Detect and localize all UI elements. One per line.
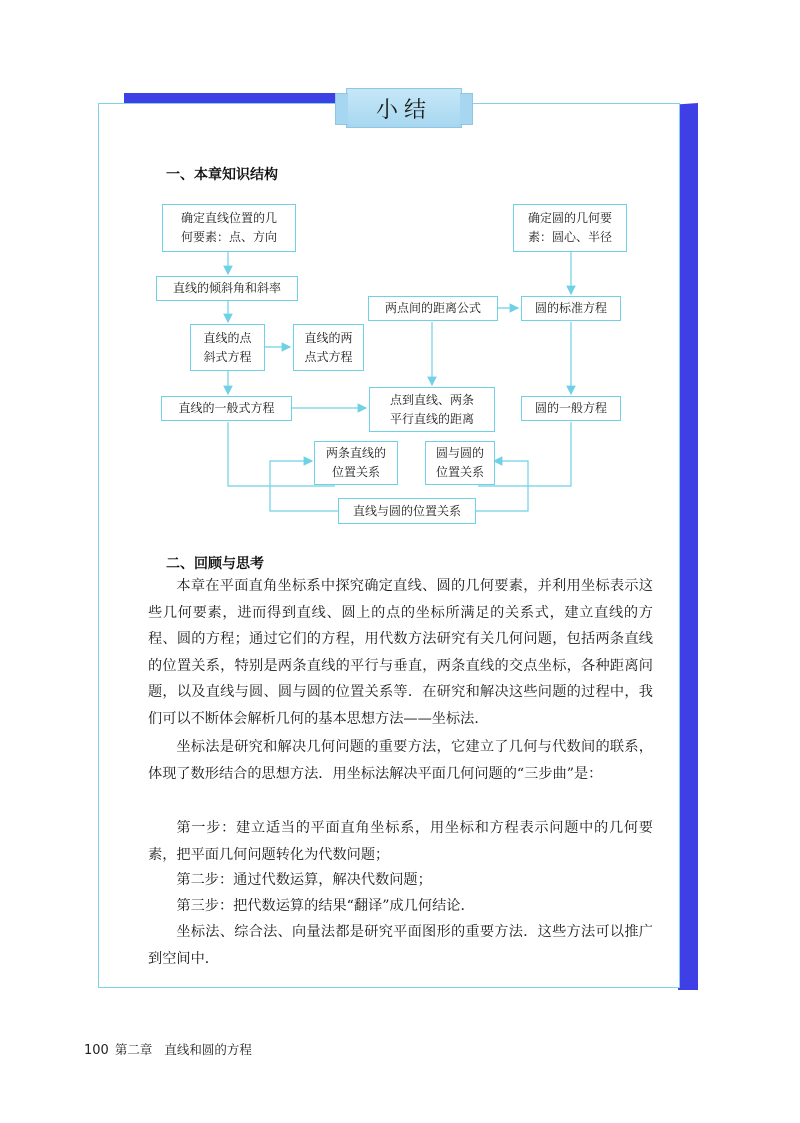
box-point-line-distance: 点到直线、两条 平行直线的距离: [369, 387, 495, 432]
box-circle-elements: 确定圆的几何要 素：圆心、半径: [513, 204, 627, 252]
box-line-circle-relation: 直线与圆的位置关系: [338, 498, 476, 524]
box-two-point: 直线的两 点式方程: [293, 324, 364, 371]
page-number: 100: [84, 1043, 109, 1058]
summary-title: 小结: [346, 88, 462, 128]
box-circle-standard: 圆的标准方程: [521, 296, 621, 321]
chapter-title: 直线和圆的方程: [164, 1042, 252, 1057]
box-circle-general: 圆的一般方程: [521, 396, 621, 421]
paragraph-step-three: 第三步：把代数运算的结果“翻译”成几何结论．: [176, 898, 475, 914]
box-point-slope: 直线的点 斜式方程: [190, 324, 265, 371]
box-incline-slope: 直线的倾斜角和斜率: [156, 276, 298, 301]
page-footer: [84, 1040, 252, 1058]
box-line-elements: 确定直线位置的几 何要素：点、方向: [162, 204, 296, 252]
paragraph-step-one: 第一步：建立适当的平面直角坐标系，用坐标和方程表示问题中的几何要素，把平面几何问题转化为代数问题；: [148, 820, 653, 863]
paragraph-intro: 本章在平面直角坐标系中探究确定直线、圆的几何要素，并利用坐标表示这些几何要素，进而得到直线、圆上的点的坐标所满足的关系式，建立直线的方程、圆的方程；通过它们的方程，用代数方法研究有关几何问题，包括两条直线的位置关系，特别是两条直线的平行与垂直，两条直线的交点坐标，各种距离问题，以及直线与圆、圆与圆的位置关系等．在研究和解决这些问题的过程中，我们可以不断体会解析几何的基本思想方法——坐标法．: [148, 578, 653, 727]
section-heading-structure: 一、本章知识结构: [166, 167, 278, 183]
box-distance-two-points: 两点间的距离公式: [368, 296, 498, 321]
chapter-label: 第二章: [114, 1042, 153, 1057]
paragraph-coordinate-method: 坐标法是研究和解决几何问题的重要方法，它建立了几何与代数间的联系，体现了数形结合的思想方法．用坐标法解决平面几何问题的“三步曲”是：: [148, 739, 653, 782]
section-heading-review: 二、回顾与思考: [166, 556, 264, 572]
paragraph-step-two: 第二步：通过代数运算，解决代数问题；: [176, 872, 432, 888]
box-general-line: 直线的一般式方程: [161, 396, 292, 421]
paragraph-methods: 坐标法、综合法、向量法都是研究平面图形的重要方法．这些方法可以推广到空间中．: [148, 924, 653, 967]
box-two-lines-relation: 两条直线的 位置关系: [314, 441, 398, 485]
box-circle-circle-relation: 圆与圆的 位置关系: [425, 441, 495, 485]
